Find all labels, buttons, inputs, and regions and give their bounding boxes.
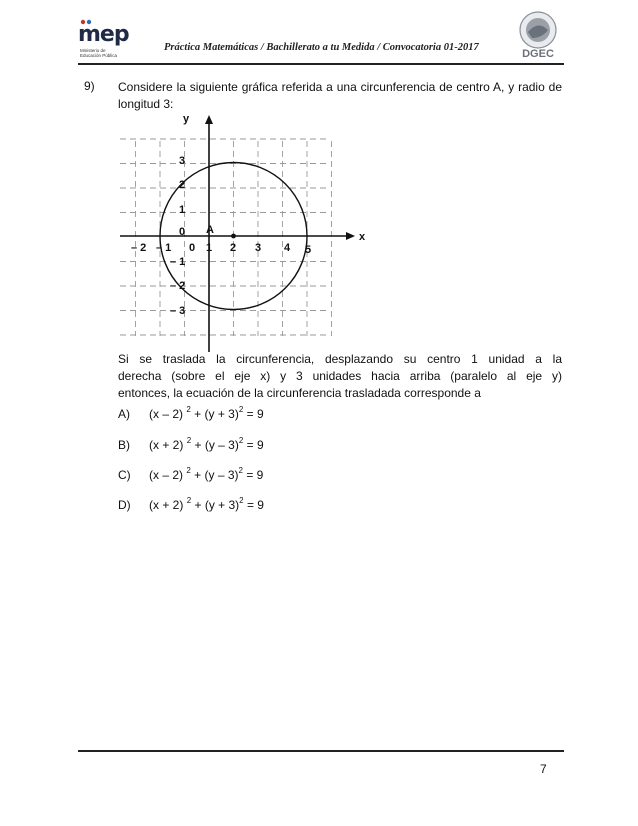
option-letter: A)	[118, 407, 130, 421]
expr-part: = 9	[246, 498, 264, 512]
option-letter: D)	[118, 498, 131, 512]
option-expression	[149, 438, 264, 452]
y-tick-label: 3	[179, 155, 186, 167]
y-tick-label: – 2	[170, 280, 186, 292]
x-tick-label: – 2	[131, 242, 147, 254]
expr-part: (x – 2)	[149, 468, 184, 482]
expr-part: + (y – 3)	[194, 468, 239, 482]
expr-exponent: 2	[239, 496, 244, 505]
y-tick-label: 1	[179, 204, 186, 216]
expr-part: + (y + 3)	[194, 498, 240, 512]
y-axis-arrow-icon	[205, 115, 213, 124]
option-letter: B)	[118, 438, 130, 452]
expr-exponent: 2	[186, 436, 192, 445]
expr-part: = 9	[246, 407, 264, 421]
expr-part: + (y + 3)	[194, 407, 239, 421]
expr-part: + (y – 3)	[194, 438, 239, 452]
x-tick-label: 0	[189, 242, 196, 254]
option-expression	[149, 498, 264, 512]
dgec-seal-icon	[514, 10, 562, 50]
x-tick-label: 5	[305, 244, 312, 256]
option-expression	[149, 407, 264, 421]
expr-exponent: 2	[186, 466, 191, 475]
expr-exponent: 2	[186, 405, 191, 414]
mep-logo	[78, 22, 148, 62]
x-tick-label: – 1	[156, 242, 172, 254]
paragraph-line: derecha (sobre el eje x) y 3 unidades hacia arriba (paralelo al eje y)	[118, 369, 562, 383]
circle-graph	[110, 106, 370, 356]
x-tick-label: 4	[284, 242, 291, 254]
question-text: Considere la siguiente gráfica referida a una circunferencia de centro A, y radio de longitud 3:	[118, 80, 562, 111]
page-header	[0, 0, 638, 70]
y-tick-label: – 3	[170, 305, 186, 317]
paragraph-line: Si se traslada la circunferencia, desplazando su centro 1 unidad a la	[118, 352, 562, 366]
dgec-logo	[514, 10, 562, 64]
header-divider	[78, 63, 564, 65]
x-tick-label: 3	[255, 242, 262, 254]
expr-part: = 9	[246, 438, 264, 452]
y-tick-label: – 1	[170, 256, 186, 268]
paragraph-line: entonces, la ecuación de la circunferencia trasladada corresponde a	[118, 386, 481, 400]
option-letter: C)	[118, 468, 131, 482]
option-expression	[149, 468, 263, 482]
question-paragraph	[118, 351, 562, 402]
expr-part: = 9	[246, 468, 264, 482]
y-tick-label: 2	[179, 179, 186, 191]
page-number: 7	[540, 762, 547, 776]
y-tick-label: 0	[179, 226, 186, 238]
x-tick-label: 1	[206, 242, 213, 254]
center-label: A	[206, 224, 214, 236]
expr-exponent: 2	[186, 496, 192, 505]
footer-divider	[78, 750, 564, 752]
expr-part: (x + 2)	[149, 438, 184, 452]
y-axis-label: y	[183, 113, 190, 125]
dgec-logo-text: DGEC	[522, 48, 554, 60]
graph-grid	[120, 139, 332, 336]
mep-logo-text: mep	[78, 22, 129, 47]
header-title: Práctica Matemáticas / Bachillerato a tu Medida / Convocatoria 01-2017	[164, 42, 479, 53]
center-point-a	[231, 234, 236, 239]
expr-exponent: 2	[238, 466, 243, 475]
expr-part: (x + 2)	[149, 498, 184, 512]
x-tick-label: 2	[230, 242, 237, 254]
expr-exponent: 2	[238, 405, 244, 414]
mep-logo-subtext: Ministerio de Educación Pública	[80, 48, 118, 58]
expr-exponent: 2	[238, 436, 244, 445]
x-axis-label: x	[359, 231, 366, 243]
question-number: 9)	[84, 79, 95, 93]
x-axis-arrow-icon	[346, 232, 355, 240]
expr-part: (x – 2)	[149, 407, 184, 421]
